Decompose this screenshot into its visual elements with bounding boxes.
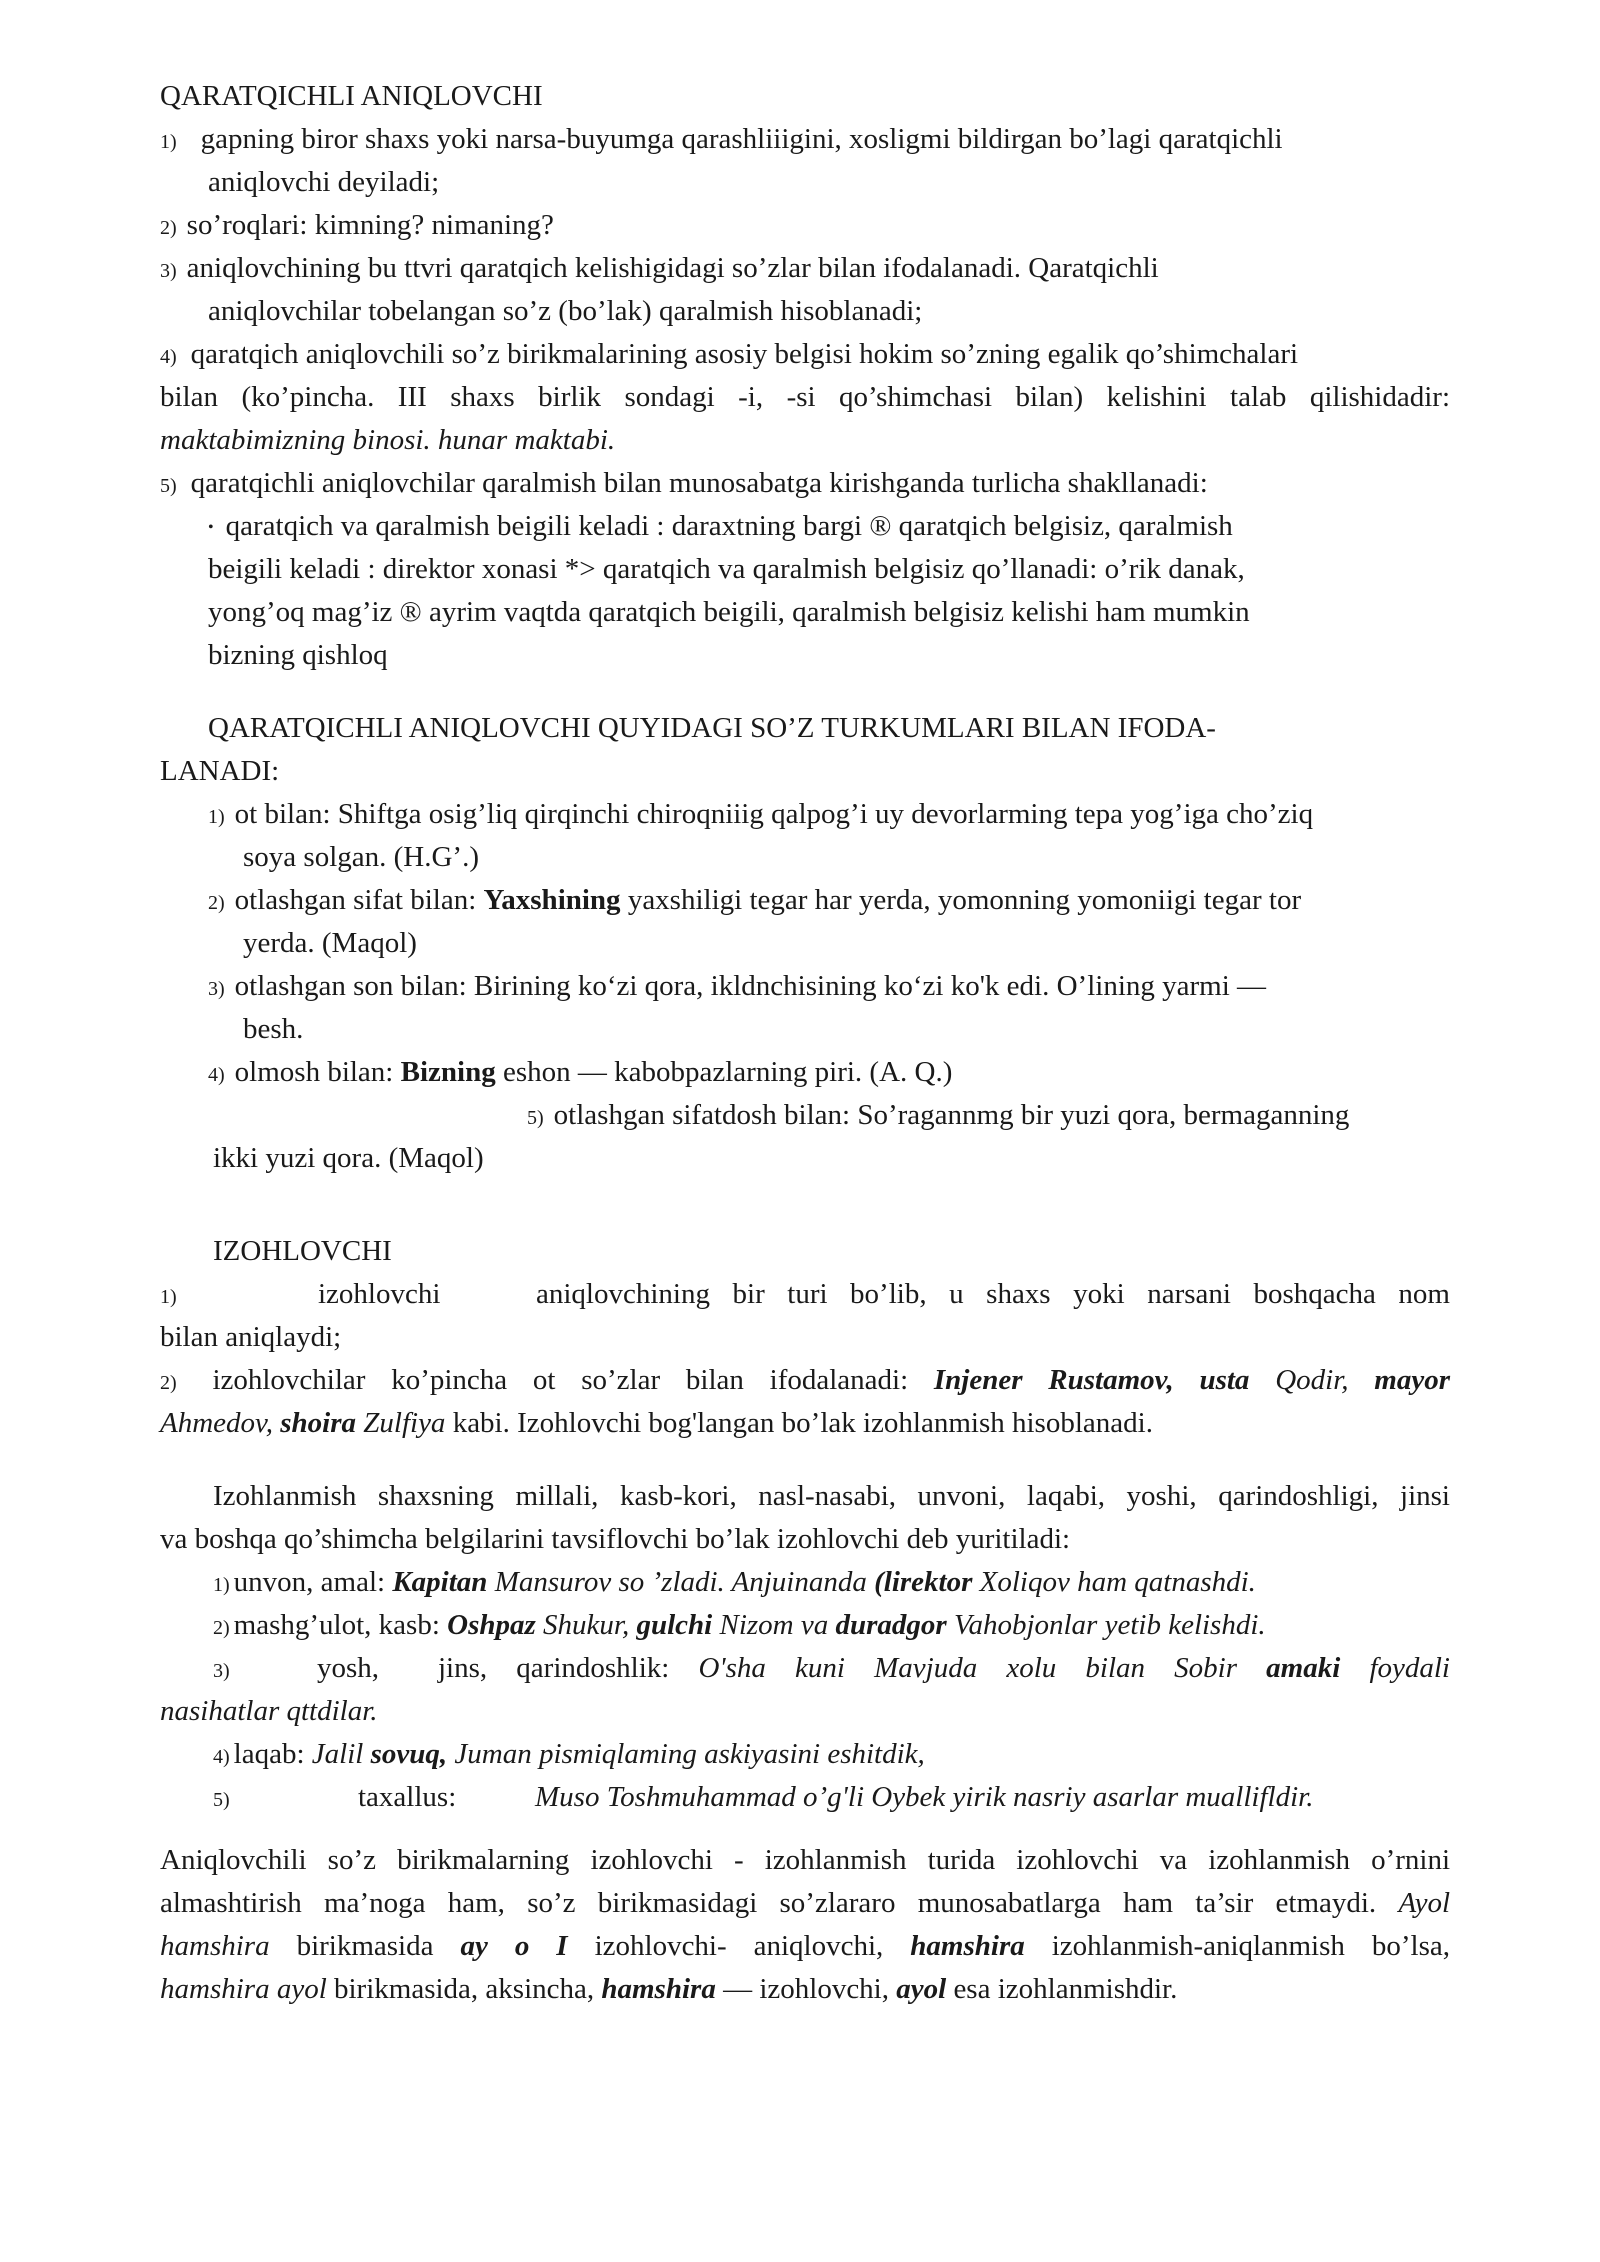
- item-text: taxallus:: [358, 1781, 457, 1813]
- list-item: [213, 1604, 1266, 1649]
- text-line: [160, 1402, 1153, 1444]
- paragraph-line: [160, 1968, 1177, 2010]
- item-text: beigili keladi : direktor xonasi *> qaratqich va qaralmish belgisiz qo’llanadi: o’rik danak,: [208, 553, 1245, 585]
- example-text: maktabimizning binosi. hunar maktabi.: [160, 424, 616, 456]
- example-text: hamshira: [160, 1930, 270, 1962]
- text-line: [213, 1137, 484, 1179]
- item-number: 1): [160, 131, 177, 153]
- list-item: [160, 204, 554, 249]
- item-text: qaratqichli aniqlovchilar qaralmish bilan munosabatga kirishganda turlicha shakllanadi:: [190, 467, 1208, 499]
- emphasis-text: Injener Rustamov, usta: [933, 1364, 1250, 1396]
- section-title: [213, 1230, 392, 1272]
- item-number: 1): [160, 1286, 177, 1308]
- item-number: 2): [160, 217, 177, 239]
- example-text: Shukur,: [535, 1609, 637, 1641]
- text-line: [243, 922, 417, 964]
- item-text: eshon — kabobpazlarning piri. (A. Q.): [495, 1056, 953, 1088]
- emphasis-text: amaki: [1266, 1652, 1341, 1684]
- item-text: so’roqlari: kimning? nimaning?: [186, 209, 554, 241]
- list-item: [527, 1094, 1349, 1139]
- example-text: Ayol: [1398, 1887, 1450, 1919]
- list-item: [208, 1051, 952, 1096]
- item-text: bilan aniqlaydi;: [160, 1321, 342, 1353]
- example-text: nasihatlar qttdilar.: [160, 1695, 378, 1727]
- emphasis-text: duradgor: [835, 1609, 947, 1641]
- emphasis-text: Bizning: [400, 1056, 496, 1088]
- list-item: [213, 1776, 1314, 1821]
- paragraph-text: birikmasida, aksincha,: [326, 1973, 602, 2005]
- item-text: qaratqich va qaralmish beigili keladi : daraxtning bargi ® qaratqich belgisiz, qaralmish: [225, 510, 1233, 542]
- item-number: 2): [213, 1617, 230, 1639]
- example-text: Zulfiya: [356, 1407, 446, 1439]
- paragraph-text: izohlanmish-aniqlanmish bo’lsa,: [1051, 1930, 1450, 1962]
- example-text: Xoliqov ham qatnashdi.: [972, 1566, 1256, 1598]
- list-item: [213, 1647, 1450, 1692]
- item-text: aniqlovchining bir turi bo’lib, u shaxs yoki narsani boshqacha nom: [536, 1278, 1450, 1310]
- paragraph-text: birikmasida: [296, 1930, 461, 1962]
- item-text: unvon, amal:: [233, 1566, 393, 1598]
- list-item: [160, 118, 1283, 163]
- text-line: [160, 419, 615, 461]
- item-text: besh.: [243, 1013, 304, 1045]
- section-title: [160, 75, 543, 117]
- list-item: [160, 333, 1298, 378]
- item-text: yosh,: [317, 1652, 380, 1684]
- list-item: [160, 1359, 1450, 1404]
- emphasis-text: mayor: [1374, 1364, 1451, 1396]
- section-title-text: QARATQICHLI ANIQLOVCHI QUYIDAGI SO’Z TURKUMLARI BILAN IFODA-: [208, 712, 1216, 744]
- emphasis-text: gulchi: [636, 1609, 713, 1641]
- list-item: [160, 247, 1159, 292]
- example-text: Nizom va: [712, 1609, 836, 1641]
- list-item: [208, 793, 1313, 838]
- item-text: qaratqich aniqlovchili so’z birikmalarining asosiy belgisi hokim so’zning egalik qo’shimchalari: [190, 338, 1299, 370]
- item-number: 1): [213, 1574, 230, 1596]
- item-text: aniqlovchining bu ttvri qaratqich kelishigidagi so’zlar bilan ifodalanadi. Qaratqichli: [186, 252, 1159, 284]
- item-text: laqab:: [233, 1738, 312, 1770]
- list-item: [208, 965, 1266, 1010]
- emphasis-text: Kapitan: [392, 1566, 488, 1598]
- item-text: kabi. Izohlovchi bog'langan bo’lak izohlanmish hisoblanadi.: [445, 1407, 1153, 1439]
- item-text: yaxshiligi tegar har yerda, yomonning yomoniigi tegar tor: [620, 884, 1302, 916]
- item-number: 5): [213, 1789, 230, 1811]
- example-text: Jalil: [311, 1738, 371, 1770]
- paragraph-text: almashtirish ma’noga ham, so’z birikmasidagi so’zlararo munosabatlarga ham ta’sir etmaydi.: [160, 1887, 1399, 1919]
- bullet-icon: •: [208, 519, 214, 537]
- item-number: 2): [160, 1372, 177, 1394]
- text-line: [208, 591, 1250, 633]
- text-line: [208, 634, 388, 676]
- item-text: otlashgan sifat bilan:: [234, 884, 484, 916]
- example-text: foydali: [1340, 1652, 1450, 1684]
- paragraph-text: — izohlovchi,: [715, 1973, 897, 2005]
- example-text: Vahobjonlar yetib kelishdi.: [946, 1609, 1266, 1641]
- text-line: [243, 836, 479, 878]
- emphasis-text: ay o I: [460, 1930, 568, 1962]
- section-title: [160, 750, 279, 792]
- example-text: Mansurov so ’zladi. Anjuinanda: [487, 1566, 875, 1598]
- paragraph-text: Izohlanmish shaxsning millali, kasb-kori, nasl-nasabi, unvoni, laqabi, yoshi, qarindoshligi, jinsi: [213, 1480, 1450, 1512]
- list-item: [208, 879, 1301, 924]
- example-text: Juman pismiqlaming askiyasini eshitdik,: [447, 1738, 925, 1770]
- list-item: [213, 1733, 925, 1778]
- item-text: izohlovchi: [318, 1278, 441, 1310]
- emphasis-text: (lirektor: [874, 1566, 973, 1598]
- example-text: Ahmedov,: [160, 1407, 281, 1439]
- item-text: bilan (ko’pincha. III shaxs birlik sondagi -i, -si qo’shimchasi bilan) kelishini talab qilishidadir:: [160, 381, 1450, 413]
- section-title-text: QARATQICHLI ANIQLOVCHI: [160, 80, 543, 112]
- example-text: O'sha kuni Mavjuda xolu bilan Sobir: [698, 1652, 1267, 1684]
- emphasis-text: hamshira: [601, 1973, 716, 2005]
- paragraph-line: [160, 1925, 1450, 1967]
- text-line: [208, 161, 439, 203]
- text-line: [160, 1316, 341, 1358]
- item-text: yerda. (Maqol): [243, 927, 417, 959]
- bullet-item: [208, 505, 1233, 549]
- section-title-text: LANADI:: [160, 755, 280, 787]
- example-text: hamshira ayol: [160, 1973, 327, 2005]
- item-number: 1): [208, 806, 225, 828]
- text-line: [208, 290, 922, 332]
- emphasis-text: sovuq,: [370, 1738, 448, 1770]
- item-text: izohlovchilar ko’pincha ot so’zlar bilan ifodalanadi:: [212, 1364, 934, 1396]
- item-text: aniqlovchi deyiladi;: [208, 166, 440, 198]
- text-line: [160, 1690, 378, 1732]
- item-text: olmosh bilan:: [234, 1056, 401, 1088]
- emphasis-text: ayol: [896, 1973, 947, 2005]
- emphasis-text: hamshira: [910, 1930, 1025, 1962]
- text-line: [208, 548, 1245, 590]
- item-text: ikki yuzi qora. (Maqol): [213, 1142, 484, 1174]
- paragraph-text: izohlovchi- aniqlovchi,: [594, 1930, 911, 1962]
- item-text: otlashgan sifatdosh bilan: So’ragannmg bir yuzi qora, bermaganning: [553, 1099, 1350, 1131]
- item-number: 4): [208, 1064, 225, 1086]
- example-text: Muso Toshmuhammad o’g'li Oybek yirik nasriy asarlar muallifldir.: [535, 1781, 1314, 1813]
- item-number: 4): [160, 346, 177, 368]
- item-text: soya solgan. (H.G’.): [243, 841, 479, 873]
- paragraph-line: [160, 1518, 1070, 1560]
- list-item: [213, 1561, 1256, 1606]
- paragraph-line: [160, 1882, 1450, 1924]
- paragraph-line: [213, 1475, 1450, 1517]
- section-title: [208, 707, 1216, 749]
- item-text: aniqlovchilar tobelangan so’z (bo’lak) qaralmish hisoblanadi;: [208, 295, 923, 327]
- text-line: [243, 1008, 303, 1050]
- item-number: 2): [208, 892, 225, 914]
- paragraph-line: [160, 1839, 1450, 1881]
- emphasis-text: shoira: [280, 1407, 357, 1439]
- item-number: 3): [208, 978, 225, 1000]
- item-number: 5): [527, 1107, 544, 1129]
- item-number: 5): [160, 475, 177, 497]
- text-line: [160, 376, 1450, 418]
- item-number: 3): [213, 1660, 230, 1682]
- item-text: jins, qarindoshlik:: [438, 1652, 699, 1684]
- emphasis-text: Yaxshining: [483, 884, 621, 916]
- paragraph-text: esa izohlanmishdir.: [946, 1973, 1178, 2005]
- item-text: mashg’ulot, kasb:: [233, 1609, 448, 1641]
- item-text: gapning biror shaxs yoki narsa-buyumga qarashliiigini, xosligmi bildirgan bo’lagi qaratqichli: [200, 123, 1283, 155]
- section-title-text: IZOHLOVCHI: [213, 1235, 392, 1267]
- item-number: 4): [213, 1746, 230, 1768]
- item-text: ot bilan: Shiftga osig’liq qirqinchi chiroqniiig qalpog’i uy devorlarming tepa yog’iga cho’ziq: [234, 798, 1314, 830]
- emphasis-text: Oshpaz: [447, 1609, 536, 1641]
- list-item: [160, 462, 1208, 507]
- paragraph-text: Aniqlovchili so’z birikmalarning izohlovchi - izohlanmish turida izohlovchi va izohlanmish o’rnini: [160, 1844, 1450, 1876]
- list-item: [160, 1273, 1450, 1318]
- item-number: 3): [160, 260, 177, 282]
- item-text: bizning qishloq: [208, 639, 388, 671]
- item-text: yong’oq mag’iz ® ayrim vaqtda qaratqich beigili, qaralmish belgisiz kelishi ham mumkin: [208, 596, 1250, 628]
- example-text: Qodir,: [1275, 1364, 1375, 1396]
- paragraph-text: va boshqa qo’shimcha belgilarini tavsiflovchi bo’lak izohlovchi deb yuritiladi:: [160, 1523, 1071, 1555]
- item-text: otlashgan son bilan: Birining ko‘zi qora, ikldnchisining ko‘zi ko'k edi. O’lining yarmi —: [234, 970, 1267, 1002]
